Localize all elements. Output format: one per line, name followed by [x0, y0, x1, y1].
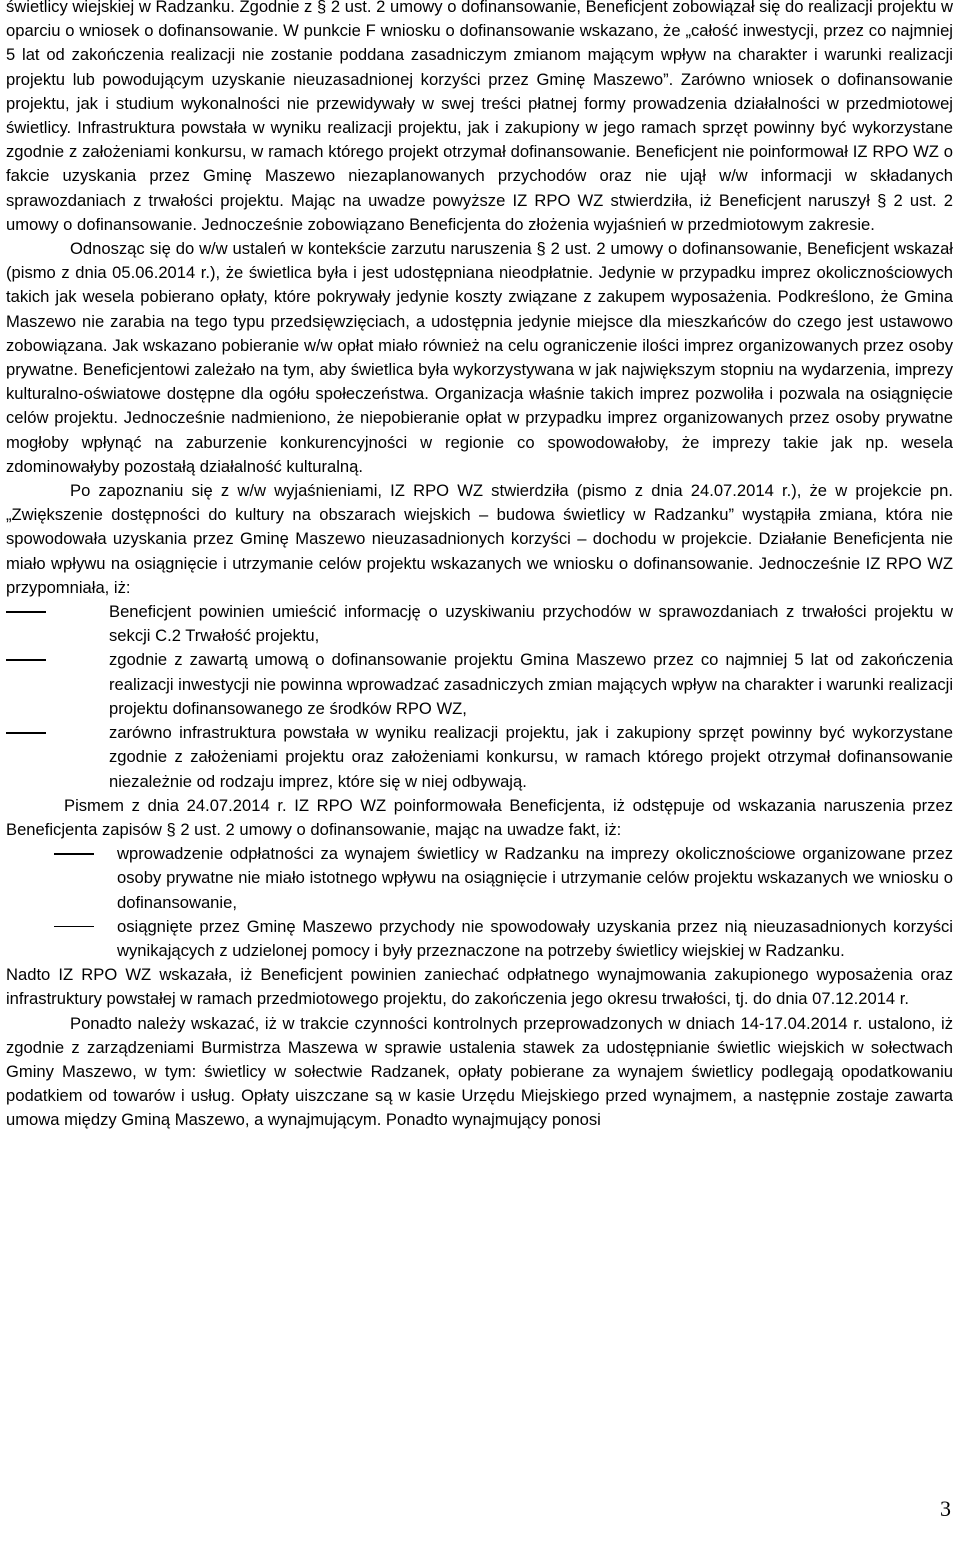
facts-list [6, 842, 953, 963]
paragraph-letter: Pismem z dnia 24.07.2014 r. IZ RPO WZ poinformowała Beneficjenta, iż odstępuje od wskazania naruszenia przez Beneficjenta zapisów § 2 ust. 2 umowy o dofinansowanie, mając na uwadze fakt, iż: [6, 795, 953, 839]
reminder-list [6, 600, 953, 794]
list-item [6, 648, 953, 721]
paragraph-control-findings: Ponadto należy wskazać, iż w trakcie czynności kontrolnych przeprowadzonych w dniach 14-17.04.2014 r. ustalono, iż zgodnie z zarządzeniami Burmistrza Maszewa w sprawie ustalenia stawek za udostępnianie świetlic wiejskich w sołectwach Gminy Maszewo, w tym: świetlicy w sołectwie Radzanek, opłaty pobierane za wynajem świetlicy podlegają opodatkowaniu podatkiem od towarów i usług. Opłaty uiszczane są w kasie Urzędu Miejskiego przed wynajmem, a następnie zostaje zawarta umowa między Gminą Maszewo, a wynajmującym. Ponadto wynajmujący ponosi [6, 1013, 953, 1130]
list-item [6, 600, 953, 648]
page-number: 3 [940, 1496, 951, 1521]
list-item-text: Beneficjent powinien umieścić informację o uzyskiwaniu przychodów w sprawozdaniach z trwałości projektu w sekcji C.2 Trwałość projektu, [109, 602, 953, 646]
paragraph-continuation: świetlicy wiejskiej w Radzanku. Zgodnie z § 2 ust. 2 umowy o dofinansowanie, Beneficjent zobowiązał się do realizacji projektu w oparciu o wniosek o dofinansowanie. W punkcie F wniosku o dofinansowanie wskazano, że „całość inwestycji, przez co najmniej 5 lat od zakończenia realizacji nie zostanie poddana zasadniczym zmianom mającym wpływ na charakter i warunki realizacji projektu lub powodującym uzyskanie nieuzasadnionej korzyści przez Gminę Maszewo”. Zarówno wniosek o dofinansowanie projektu, jak i studium wykonalności nie przewidywały w swej treści płatnej formy prowadzenia działalności w przedmiotowej świetlicy. Infrastruktura powstała w wyniku realizacji projektu, jak i zakupiony w jego ramach sprzęt powinny być wykorzystane zgodnie z założeniami konkursu, w ramach którego projekt otrzymał dofinansowanie. Beneficjent nie poinformował IZ RPO WZ o fakcie uzyskania przez Gminę Maszewo niezaplanowanych przychodów oraz nie ujął w/w informacji w składanych sprawozdaniach z trwałości projektu. Mając na uwadze powyższe IZ RPO WZ stwierdziła, iż Beneficjent naruszył § 2 ust. 2 umowy o dofinansowanie. Jednocześnie zobowiązano Beneficjenta do złożenia wyjaśnień w przedmiotowym zakresie. [6, 0, 953, 234]
document-body [6, 0, 953, 1133]
list-item [6, 915, 953, 963]
list-item [6, 842, 953, 915]
paragraph-recommendation: Nadto IZ RPO WZ wskazała, iż Beneficjent powinien zaniechać odpłatnego wynajmowania zakupionego wyposażenia oraz infrastruktury powstałej w ramach przedmiotowego projektu, do zakończenia jego okresu trwałości, tj. do dnia 07.12.2014 r. [6, 965, 953, 1009]
dash-bullet [6, 732, 46, 734]
list-item [6, 721, 953, 794]
dash-bullet [54, 853, 94, 855]
dash-bullet [6, 611, 46, 613]
paragraph-iz-findings: Po zapoznaniu się z w/w wyjaśnieniami, IZ RPO WZ stwierdziła (pismo z dnia 24.07.2014 r.), że w projekcie pn. „Zwiększenie dostępności do kultury na obszarach wiejskich – budowa świetlicy w Radzanku” wystąpiła zmiana, która nie spowodowała uzyskania przez Gminę Maszewo nieuzasadnionych korzyści – dochodu w projekcie. Działanie Beneficjenta nie miało wpływu na osiągnięcie i utrzymanie celów projektu wskazanych we wniosku o dofinansowanie. Jednocześnie IZ RPO WZ przypomniała, iż: [6, 481, 953, 597]
list-item-text: osiągnięte przez Gminę Maszewo przychody nie spowodowały uzyskania przez nią nieuzasadnionych korzyści wynikających z udzielonej pomocy i były przeznaczone na potrzeby świetlicy wiejskiej w Radzanku. [117, 916, 953, 960]
list-item-text: zgodnie z zawartą umową o dofinansowanie projektu Gmina Maszewo przez co najmniej 5 lat od zakończenia realizacji inwestycji nie powinna wprowadzać zasadniczych zmian mających wpływ na charakter i warunki realizacji projektu dofinansowanego ze środków RPO WZ, [109, 650, 953, 718]
list-item-text: zarówno infrastruktura powstała w wyniku realizacji projektu, jak i zakupiony sprzęt powinny być wykorzystane zgodnie z założeniami projektu oraz założeniami konkursu, w ramach którego projekt otrzymał dofinansowanie niezależnie od rodzaju imprez, które się w niej odbywają. [109, 723, 953, 791]
list-item-text: wprowadzenie odpłatności za wynajem świetlicy w Radzanku na imprezy okolicznościowe organizowane przez osoby prywatne nie miało istotnego wpływu na osiągnięcie i utrzymanie celów projektu wskazanych we wniosku o dofinansowanie, [117, 844, 953, 912]
dash-bullet [54, 926, 94, 928]
paragraph-beneficiary-response: Odnosząc się do w/w ustaleń w kontekście zarzutu naruszenia § 2 ust. 2 umowy o dofinansowanie, Beneficjent wskazał (pismo z dnia 05.06.2014 r.), że świetlica była i jest udostępniana nieodpłatnie. Jedynie w przypadku imprez okolicznościowych takich jak wesela pobierano opłaty, które pokrywały jedynie koszty związane z zakupem wyposażenia. Podkreślono, że Gmina Maszewo nie zarabia na tego typu przedsięwzięciach, a udostępnia jedynie miejsce dla mieszkańców do czego jest ustawowo zobowiązana. Jak wskazano pobieranie w/w opłat miało również na celu ograniczenie ilości imprez organizowanych przez osoby prywatne. Beneficjentowi zależało na tym, aby świetlica była wykorzystywana w jak największym stopniu na wydarzenia, imprezy kulturalno-oświatowe dostępne dla ogółu społeczeństwa. Organizacja właśnie takich imprez pozwoliła i pozwala na osiągnięcie celów projektu. Jednocześnie nadmieniono, że niepobieranie opłat w przypadku imprez organizowanych przez osoby prywatne mogłoby wpłynąć na zaburzenie konkurencyjności w regionie co spowodowałoby, że imprezy takie jak np. wesela zdominowałyby pozostałą działalność kulturalną. [6, 239, 953, 476]
dash-bullet [6, 659, 46, 661]
